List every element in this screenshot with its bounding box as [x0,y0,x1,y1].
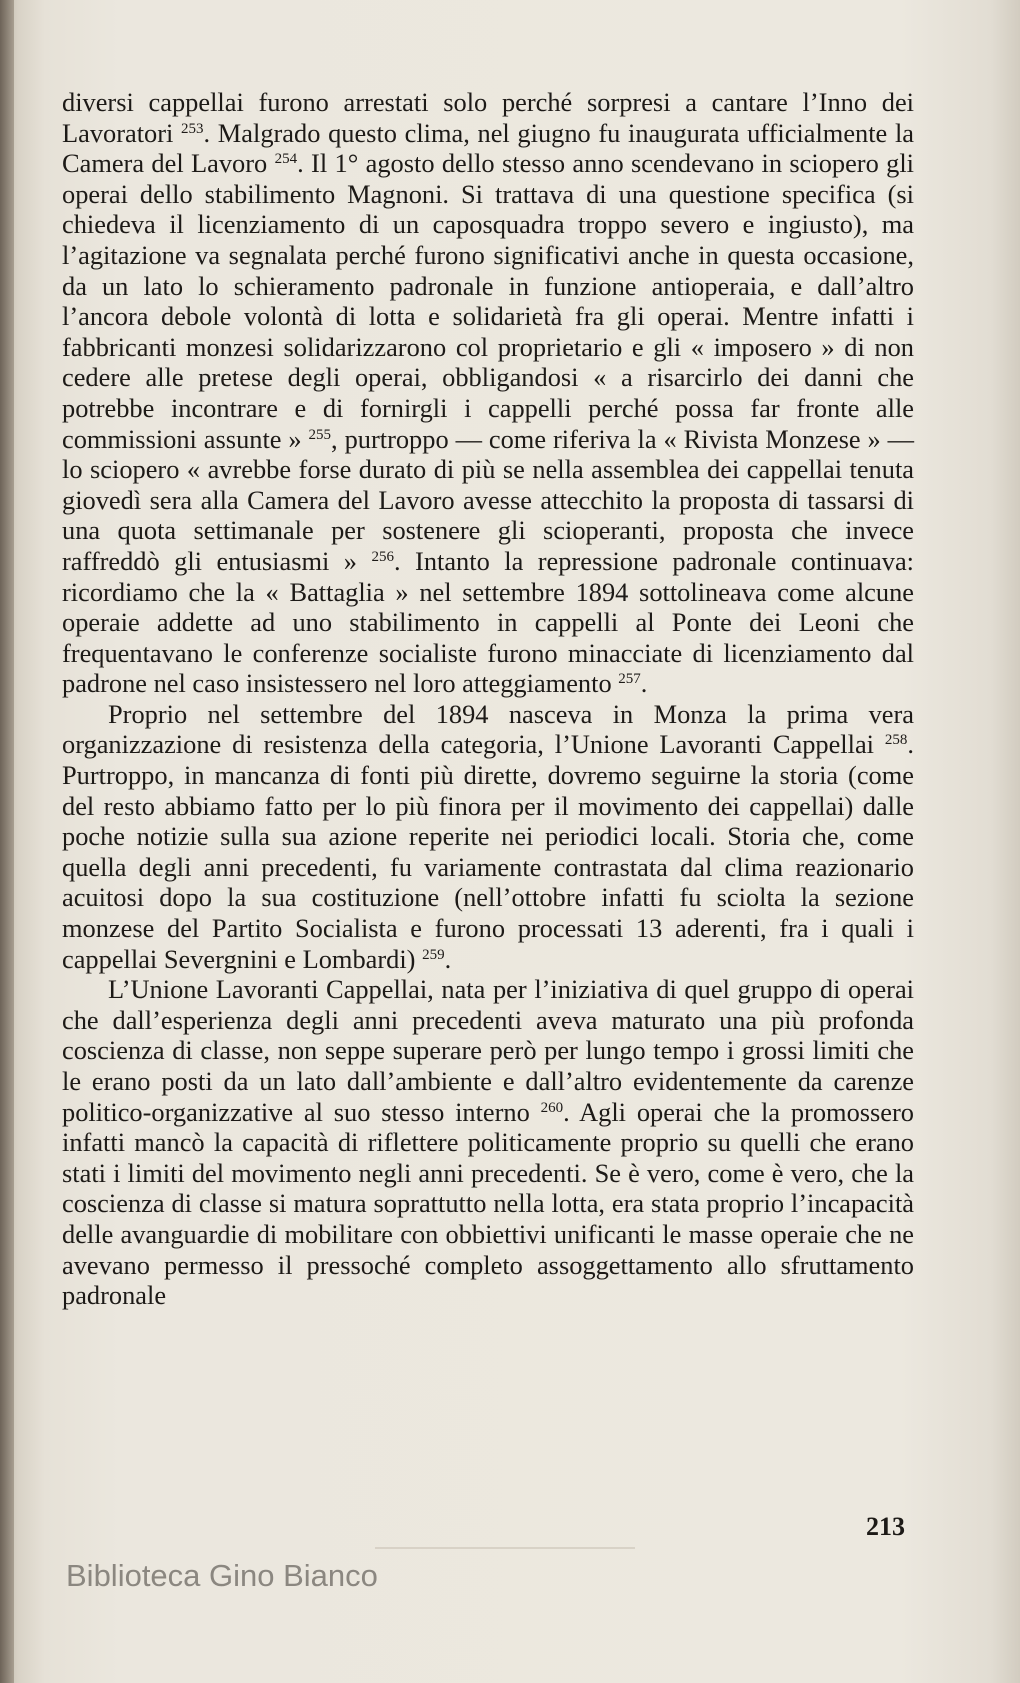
paragraph [62,699,914,974]
text-run: L’Unione Lavoranti Cappellai, nata per l’iniziativa di quel gruppo di operai che dall’esperienza degli anni precedenti aveva maturato una più profonda coscienza di classe, non seppe superare però per lungo tempo i grossi limiti che le erano posti da un lato dall’ambiente e dall’altro evidentemente da carenze politico-organizzative al suo stesso interno [62,974,914,1127]
text-run: , purtroppo — come riferiva la « Rivista Monzese » — lo sciopero « avrebbe forse durato di più se nella assemblea dei cappellai tenuta giovedì sera alla Camera del Lavoro avesse attecchito la proposta di tassarsi di una quota settimanale per sostenere gli scioperanti, proposta che invece raffreddò gli entusiasmi » [62,423,914,576]
text-run: . Il 1° agosto dello stesso anno scendevano in sciopero gli operai dello stabilimento Magnoni. Si trattava di una questione specifica (si chiedeva il licenziamento di un caposquadra troppo severo e ingiusto), ma l’agitazione va segnalata perché furono significativi anche in questa occasione, da un lato lo schieramento padronale in funzione antioperaia, e dall’altro l’ancora debole volontà di lotta e solidarietà fra gli operai. Mentre infatti i fabbricanti monzesi solidarizzarono col proprietario e gli « imposero » di non cedere alle pretese degli operai, obbligandosi « a risarcirlo dei danni che potrebbe incontrare e di fornirgli i cappelli perché possa far fronte alle commissioni assunte » [62,148,914,454]
footnote-ref: 257 [618,671,641,688]
text-run: . Purtroppo, in mancanza di fonti più dirette, dovremo seguirne la storia (come del resto abbiamo fatto per lo più finora per il movimento dei cappellai) dalle poche notizie sulla sua azione reperite nei periodici locali. Storia che, come quella degli anni precedenti, fu variamente contrastata dal clima reazionario acuitosi dopo la sua costituzione (nell’ottobre infatti fu sciolta la sezione monzese del Partito Socialista e furono processati 13 aderenti, fra i quali i cappellai Severgnini e Lombardi) [62,729,914,974]
paragraph [62,974,914,1311]
text-run: . [640,668,648,699]
footnote-ref: 255 [308,426,332,443]
print-smudge [375,1547,635,1549]
text-run: diversi cappellai furono arrestati solo perché sorpresi a cantare l’Inno dei Lavoratori [62,87,914,148]
footnote-ref: 256 [371,548,394,565]
paragraph [62,87,914,699]
footnote-ref: 254 [274,151,298,168]
footnote-ref: 259 [422,946,445,963]
text-run: . Agli operai che la promossero infatti mancò la capacità di riflettere politicamente proprio su quelli che erano stati i limiti del movimento negli anni precedenti. Se è vero, come è vero, che la coscienza di classe si matura soprattutto nella lotta, era stata proprio l’incapacità delle avanguardie di mobilitare con obbiettivi unificanti le masse operaie che ne avevano permesso il pressoché completo assoggettamento allo sfruttamento padronale [62,1096,914,1311]
library-watermark: Biblioteca Gino Bianco [66,1558,378,1593]
footnote-ref: 258 [884,732,908,749]
page-number: 213 [866,1512,905,1541]
footnote-ref: 253 [181,120,204,137]
text-run: Proprio nel settembre del 1894 nasceva in Monza la prima vera organizzazione di resistenza della categoria, l’Unione Lavoranti Cappellai [62,698,914,760]
text-run: . Intanto la repressione padronale continuava: ricordiamo che la « Battaglia » nel settembre 1894 sottolineava come alcune operaie addette ad uno stabilimento in cappelli al Ponte dei Leoni che frequentavano le conferenze socialiste furono minacciate di licenziamento dal padrone nel caso insistessero nel loro atteggiamento [62,545,914,699]
text-run: . [444,943,452,974]
page-binding-shadow [0,0,14,1683]
text-run: . Malgrado questo clima, nel giugno fu inaugurata ufficialmente la Camera del Lavoro [62,117,914,179]
body-text [62,87,914,1311]
footnote-ref: 260 [540,1099,564,1116]
